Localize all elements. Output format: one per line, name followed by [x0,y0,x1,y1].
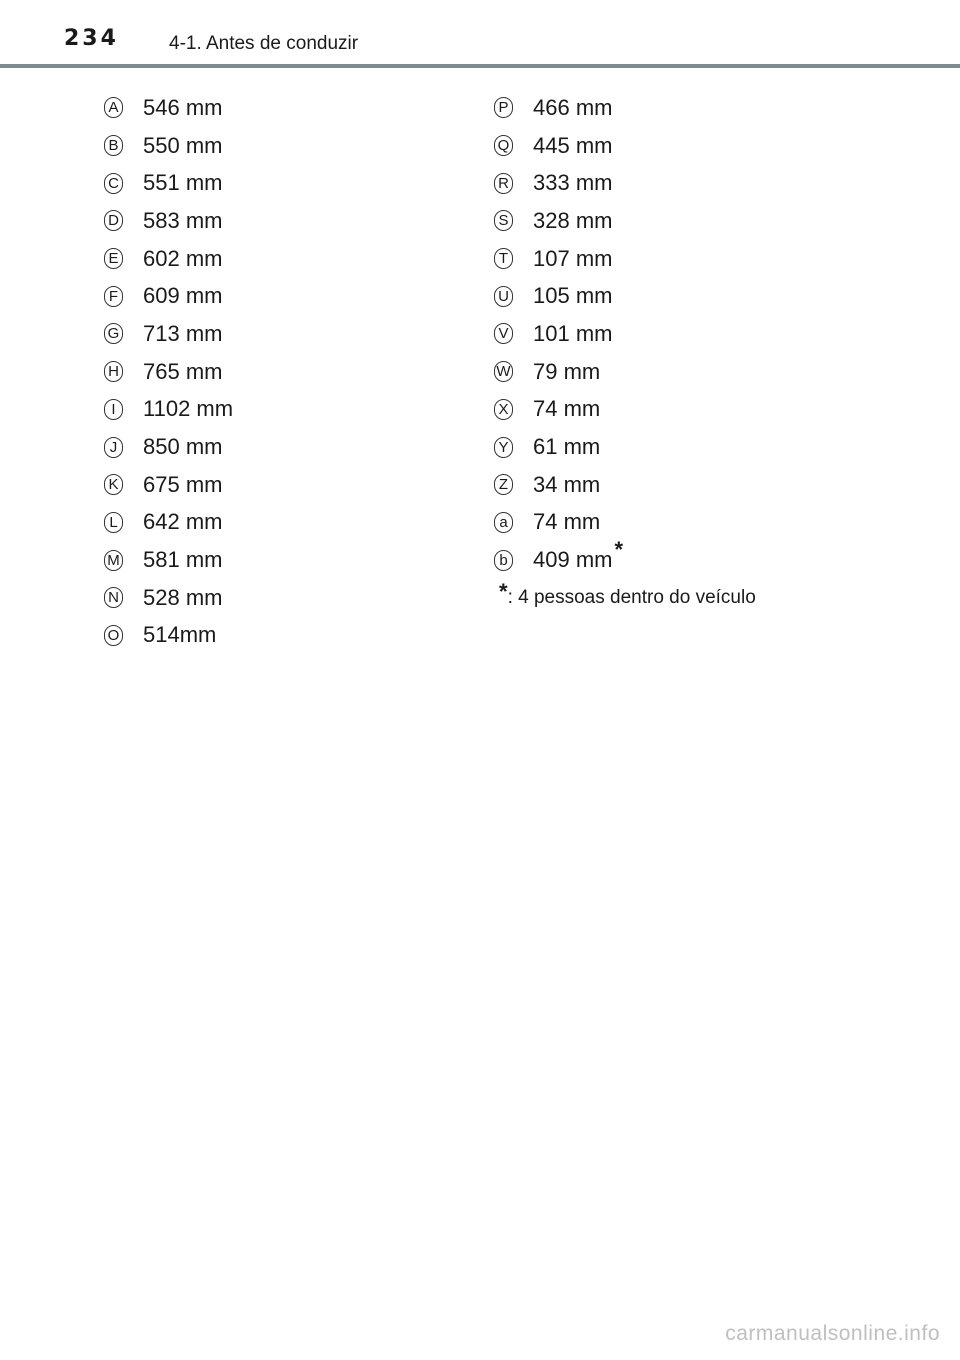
label-marker: D [104,210,123,231]
dimension-value: 445 mm [533,132,613,158]
asterisk-marker: * [614,537,624,563]
label-marker: Z [494,474,513,495]
dimension-value: 713 mm [143,320,223,346]
dimension-item [494,202,756,240]
label-marker: a [494,512,513,533]
label-marker: T [494,248,513,269]
dimension-value: 79 mm [533,358,601,384]
dimension-item [104,504,233,542]
dimension-item [494,315,756,353]
dimension-value: 74 mm [533,396,601,422]
dimension-value: 328 mm [533,207,613,233]
dimension-value: 546 mm [143,94,223,120]
dimension-item [104,89,233,127]
label-marker: J [104,437,123,458]
dimension-item [494,391,756,429]
dimension-item [494,428,756,466]
dimension-value: 74 mm [533,509,601,535]
dimension-value: 765 mm [143,358,223,384]
footnote-text: : 4 pessoas dentro do veículo [507,586,756,608]
footnote-asterisk: * [499,578,508,604]
dimension-value: 514mm [143,622,217,648]
label-marker: S [494,210,513,231]
dimension-item [104,277,233,315]
dimension-item [494,89,756,127]
label-marker: Q [494,135,513,156]
dimension-item [494,127,756,165]
dimension-item [104,579,233,617]
dimension-item [104,466,233,504]
dimension-item [104,541,233,579]
dimension-item [104,127,233,165]
dimension-item [104,617,233,655]
dimension-value: 602 mm [143,245,223,271]
label-marker: X [494,399,513,420]
watermark: carmanualsonline.info [725,1322,940,1345]
left-dimension-list [104,89,233,654]
label-marker: F [104,286,123,307]
dimension-value: 609 mm [143,283,223,309]
label-marker: B [104,135,123,156]
section-title: 4-1. Antes de conduzir [169,33,359,54]
dimension-value: 409 mm [533,547,613,573]
label-marker: H [104,361,123,382]
label-marker: C [104,173,123,194]
dimension-item [494,164,756,202]
dimension-item [104,240,233,278]
dimension-value: 333 mm [533,170,613,196]
label-marker: U [494,286,513,307]
dimension-item [494,353,756,391]
label-marker: O [104,625,123,646]
label-marker: M [104,550,123,571]
dimension-value: 551 mm [143,170,223,196]
right-dimension-list [494,89,756,617]
dimension-item [104,353,233,391]
label-marker: A [104,97,123,118]
dimension-value: 105 mm [533,283,613,309]
label-marker: R [494,173,513,194]
dimension-value: 61 mm [533,434,601,460]
dimension-item [494,277,756,315]
label-marker: I [104,399,123,420]
label-marker: N [104,587,123,608]
dimension-value: 581 mm [143,547,223,573]
label-marker: V [494,323,513,344]
dimension-value: 34 mm [533,471,601,497]
label-marker: E [104,248,123,269]
dimension-item [104,315,233,353]
dimension-value: 583 mm [143,207,223,233]
label-marker: L [104,512,123,533]
dimension-item [104,391,233,429]
dimension-item [494,466,756,504]
dimension-item [104,428,233,466]
dimension-value: 642 mm [143,509,223,535]
dimension-value: 107 mm [533,245,613,271]
label-marker: b [494,550,513,571]
dimension-item [104,164,233,202]
page-header [0,0,960,70]
dimension-value: 550 mm [143,132,223,158]
dimension-value: 675 mm [143,471,223,497]
dimension-item [494,240,756,278]
dimension-value: 850 mm [143,434,223,460]
label-marker: Y [494,437,513,458]
label-marker: P [494,97,513,118]
dimension-value: 101 mm [533,320,613,346]
footnote [499,579,756,617]
dimension-value: 466 mm [533,94,613,120]
label-marker: W [494,361,513,382]
dimension-value: 1102 mm [143,396,234,422]
page-number: 234 [64,26,119,51]
dimension-item [104,202,233,240]
label-marker: K [104,474,123,495]
dimension-value: 528 mm [143,584,223,610]
dimension-item [494,537,756,579]
dimension-item [494,504,756,542]
header-divider [0,64,960,68]
label-marker: G [104,323,123,344]
